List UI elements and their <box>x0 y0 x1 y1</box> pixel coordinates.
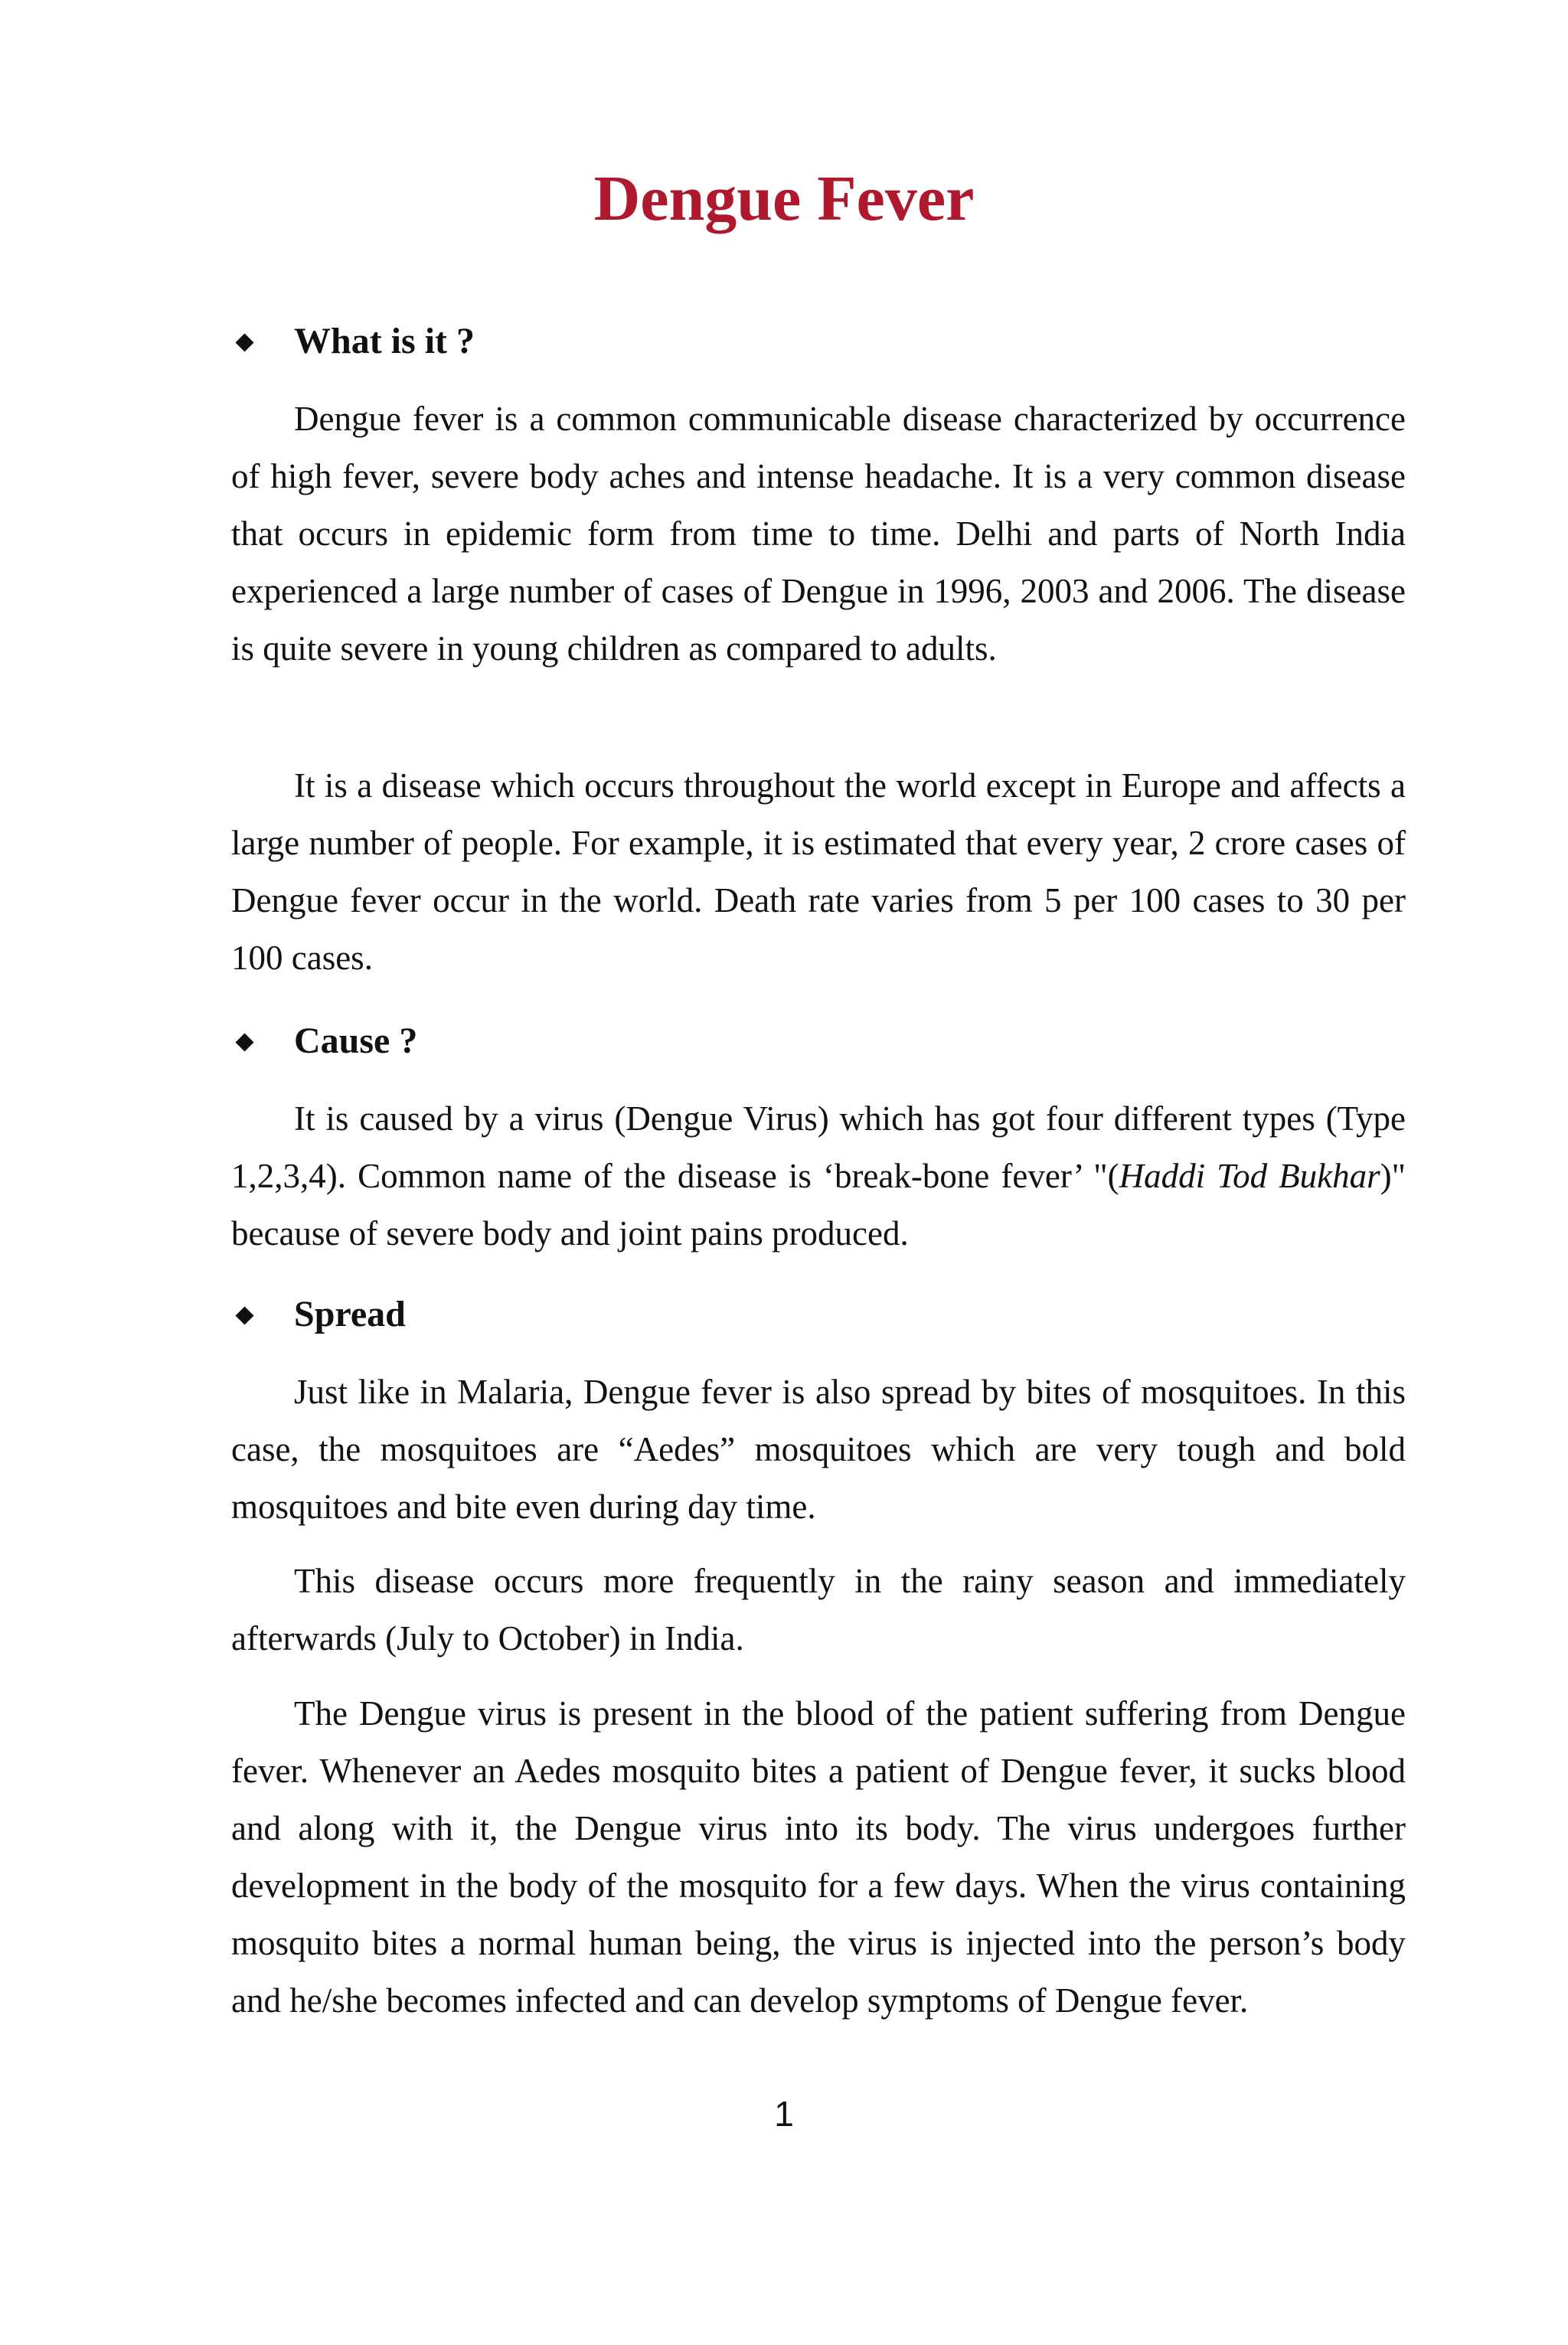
paragraph: The Dengue virus is present in the blood of the patient suffering from Dengue fever. Whenever an Aedes mosquito bites a patient of Dengue fever, it sucks blood and along with it, the Dengue virus into its body. The virus undergoes further development in the body of the mosquito for a few days. When the virus containing mosquito bites a normal human being, the virus is injected into the person’s body and he/she becomes infected and can develop symptoms of Dengue fever. <box>231 1694 1406 2020</box>
paragraph: This disease occurs more frequently in the rainy season and immediately afterwards (July to October) in India. <box>231 1562 1406 1658</box>
paragraph-spread-1-block <box>231 1364 1406 1536</box>
diamond-bullet-icon <box>235 333 253 351</box>
section-heading-label: What is it ? <box>294 321 475 361</box>
paragraph-cause-block <box>231 1090 1406 1262</box>
section-heading-label: Cause ? <box>294 1021 418 1061</box>
diamond-bullet-icon <box>235 1306 253 1324</box>
paragraph: It is a disease which occurs throughout the world except in Europe and affects a large number of people. For example, it is estimated that every year, 2 crore cases of Dengue fever occur in the world. Death rate varies from 5 per 100 cases to 30 per 100 cases. <box>231 766 1406 977</box>
paragraph-italic-text: Haddi Tod Bukhar <box>1119 1157 1380 1195</box>
section-heading-label: Spread <box>294 1294 406 1334</box>
section-heading-what-is-it <box>231 320 1406 363</box>
section-what-is-it <box>231 320 1406 363</box>
paragraph: Just like in Malaria, Dengue fever is also spread by bites of mosquitoes. In this case, the mosquitoes are “Aedes” mosquitoes which are very tough and bold mosquitoes and bite even during day time. <box>231 1373 1406 1526</box>
paragraph-text: It is caused by a virus (Dengue Virus) which has got four different types (Type 1,2,3,4). Common name of the disease is ‘break-bone fever’ "( <box>231 1099 1406 1195</box>
paragraph-spread-2-block <box>231 1553 1406 1667</box>
diamond-bullet-icon <box>235 1033 253 1051</box>
paragraph <box>231 1090 1406 1262</box>
paragraph: Dengue fever is a common communicable disease characterized by occurrence of high fever, severe body aches and intense headache. It is a very common disease that occurs in epidemic form from time to time. Delhi and parts of North India experienced a large number of cases of Dengue in 1996, 2003 and 2006. The disease is quite severe in young children as compared to adults. <box>231 400 1406 668</box>
section-cause <box>231 1020 1406 1063</box>
section-spread <box>231 1293 1406 1336</box>
paragraph-what-is-it-1-block <box>231 390 1406 678</box>
page-number: 1 <box>774 2094 794 2134</box>
paragraph-spread-3-block <box>231 1685 1406 2030</box>
page-title: Dengue Fever <box>593 163 975 234</box>
section-heading-spread <box>231 1293 1406 1336</box>
section-heading-cause <box>231 1020 1406 1063</box>
paragraph-text: )" because of severe body and joint pains produced. <box>231 1157 1406 1253</box>
paragraph-what-is-it-2-block <box>231 757 1406 987</box>
